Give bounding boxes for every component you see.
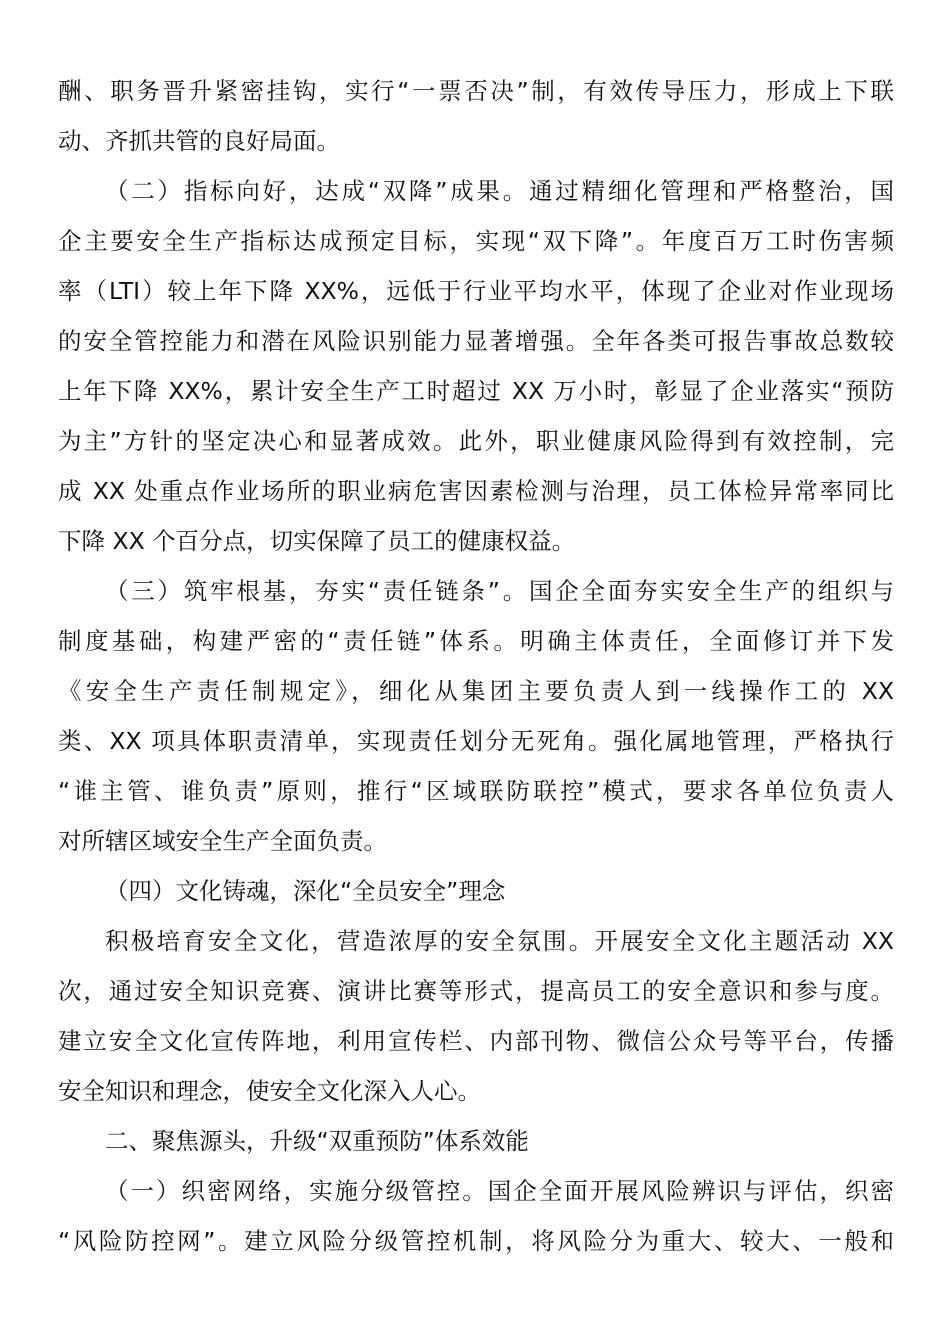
text-line: 率（LTI）较上年下降 XX%，远低于行业平均水平，体现了企业对作业现场 xyxy=(58,277,894,305)
text-line: 酬、职务晋升紧密挂钩，实行“一票否决”制，有效传导压力，形成上下联 xyxy=(58,77,894,105)
text-line: 二、聚焦源头，升级“双重预防”体系效能 xyxy=(105,1127,529,1155)
text-line: （二）指标向好，达成“双降”成果。通过精细化管理和严格整治，国 xyxy=(105,177,894,205)
text-line: 为主”方针的坚定决心和显著成效。此外，职业健康风险得到有效控制，完 xyxy=(58,427,894,455)
text-line: 下降 XX 个百分点，切实保障了员工的健康权益。 xyxy=(58,527,576,555)
text-line: 建立安全文化宣传阵地，利用宣传栏、内部刊物、微信公众号等平台，传播 xyxy=(58,1027,894,1055)
text-line: （四）文化铸魂，深化“全员安全”理念 xyxy=(105,877,506,905)
text-line: 上年下降 XX%，累计安全生产工时超过 XX 万小时，彰显了企业落实“预防 xyxy=(58,377,894,405)
text-line: 制度基础，构建严密的“责任链”体系。明确主体责任，全面修订并下发 xyxy=(58,627,894,655)
document-page xyxy=(58,66,894,1266)
paragraph-responsibility xyxy=(58,566,894,866)
subheading-culture xyxy=(58,866,894,916)
paragraph-continued xyxy=(58,66,894,166)
text-line: 企主要安全生产指标达成预定目标，实现“双下降”。年度百万工时伤害频 xyxy=(58,227,894,255)
text-line: （一）织密网络，实施分级管控。国企全面开展风险辨识与评估，织密 xyxy=(105,1177,894,1205)
text-line: 安全知识和理念，使安全文化深入人心。 xyxy=(58,1077,481,1105)
paragraph-risk-control xyxy=(58,1166,894,1266)
text-line: 动、齐抓共管的良好局面。 xyxy=(58,127,340,155)
text-line: 对所辖区域安全生产全面负责。 xyxy=(58,827,387,855)
text-line: 次，通过安全知识竞赛、演讲比赛等形式，提高员工的安全意识和参与度。 xyxy=(58,977,894,1005)
text-line: （三）筑牢根基，夯实“责任链条”。国企全面夯实安全生产的组织与 xyxy=(105,577,894,605)
text-line: 《安全生产责任制规定》，细化从集团主要负责人到一线操作工的 XX xyxy=(58,677,894,705)
text-line: 积极培育安全文化，营造浓厚的安全氛围。开展安全文化主题活动 XX xyxy=(105,927,894,955)
text-line: 成 XX 处重点作业场所的职业病危害因素检测与治理，员工体检异常率同比 xyxy=(58,477,894,505)
section-heading-dual-prevention xyxy=(58,1116,894,1166)
paragraph-indicators xyxy=(58,166,894,566)
text-line: 类、XX 项具体职责清单，实现责任划分无死角。强化属地管理，严格执行 xyxy=(58,727,894,755)
text-line: “谁主管、谁负责”原则，推行“区域联防联控”模式，要求各单位负责人 xyxy=(58,777,894,805)
text-line: 的安全管控能力和潜在风险识别能力显著增强。全年各类可报告事故总数较 xyxy=(58,327,894,355)
text-line: “风险防控网”。建立风险分级管控机制，将风险分为重大、较大、一般和 xyxy=(58,1227,894,1255)
paragraph-culture xyxy=(58,916,894,1116)
